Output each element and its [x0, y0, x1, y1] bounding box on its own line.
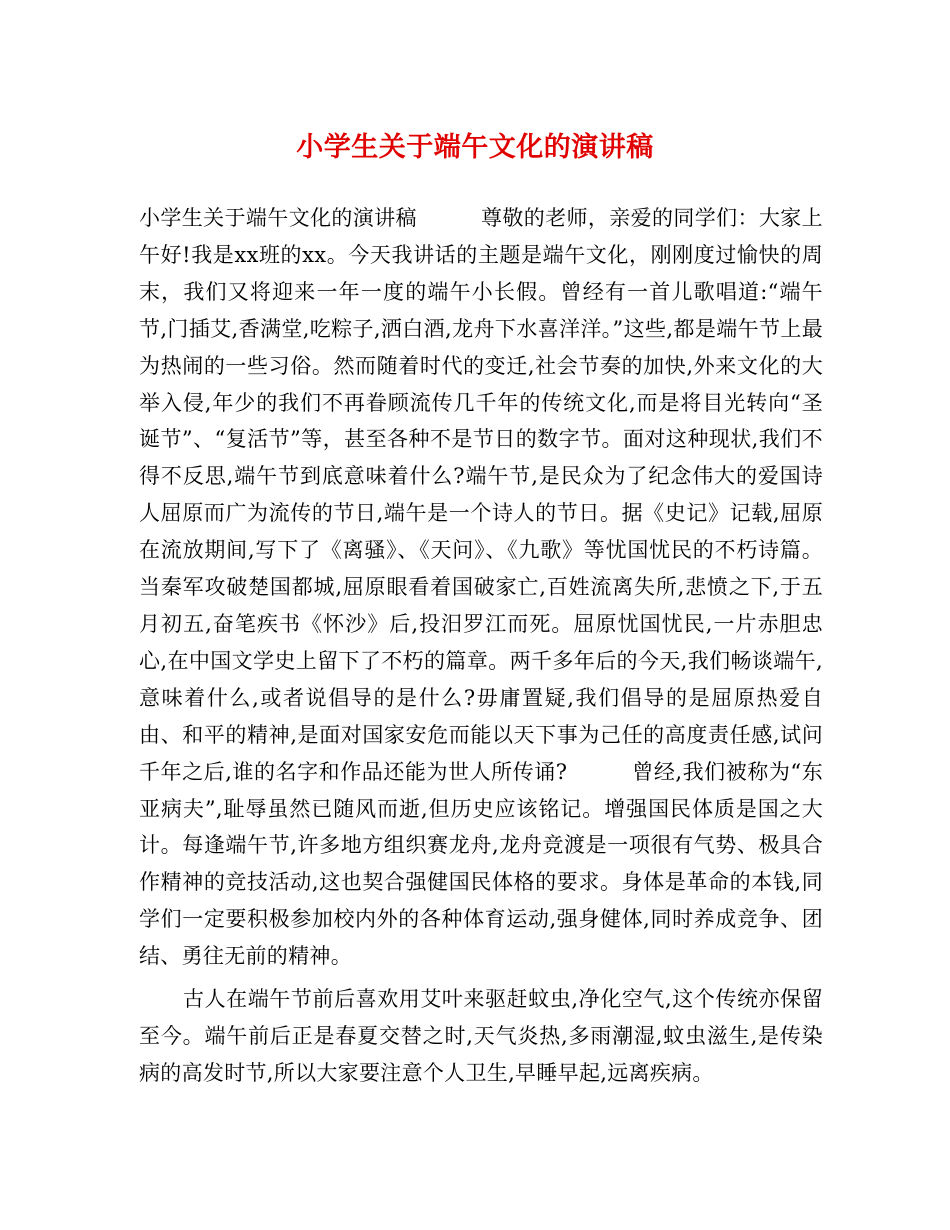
body-paragraph-1: 小学生关于端午文化的演讲稿 尊敬的老师，亲爱的同学们：大家上午好!我是xx班的xx。今天我讲话的主题是端午文化，刚刚度过愉快的周末，我们又将迎来一年一度的端午小长假。曾经有一首儿歌唱道:“端午节,门插艾,香满堂,吃粽子,洒白酒,龙舟下水喜洋洋。”这些,都是端午节上最为热闹的一些习俗。然而随着时代的变迁,社会节奏的加快,外来文化的大举入侵,年少的我们不再眷顾流传几千年的传统文化,而是将目光转向“圣诞节”、“复活节”等，甚至各种不是节日的数字节。面对这种现状,我们不得不反思,端午节到底意味着什么?端午节,是民众为了纪念伟大的爱国诗人屈原而广为流传的节日,端午是一个诗人的节日。据《史记》记载,屈原在流放期间,写下了《离骚》、《天问》、《九歌》等忧国忧民的不朽诗篇。当秦军攻破楚国都城,屈原眼看着国破家亡,百姓流离失所,悲愤之下,于五月初五,奋笔疾书《怀沙》后,投汨罗江而死。屈原忧国忧民,一片赤胆忠心,在中国文学史上留下了不朽的篇章。两千多年后的今天,我们畅谈端午,意味着什么,或者说倡导的是什么?毋庸置疑,我们倡导的是屈原热爱自由、和平的精神,是面对国家安危而能以天下事为己任的高度责任感,试问千年之后,谁的名字和作品还能为世人所传诵? 曾经,我们被称为“东亚病夫”,耻辱虽然已随风而逝,但历史应该铭记。增强国民体质是国之大计。每逢端午节,许多地方组织赛龙舟,龙舟竞渡是一项很有气势、极具合作精神的竞技活动,这也契合强健国民体格的要求。身体是革命的本钱,同学们一定要积极参加校内外的各种体育运动,强身健体,同时养成竞争、团结、勇往无前的精神。: [139, 206, 823, 969]
document-title: 小学生关于端午文化的演讲稿: [296, 132, 654, 163]
body-paragraph-2: 古人在端午节前后喜欢用艾叶来驱赶蚊虫,净化空气,这个传统亦保留至今。端午前后正是春夏交替之时,天气炎热,多雨潮湿,蚊虫滋生,是传染病的高发时节,所以大家要注意个人卫生,早睡早起,远离疾病。: [139, 987, 823, 1085]
document-body: [139, 200, 823, 1092]
